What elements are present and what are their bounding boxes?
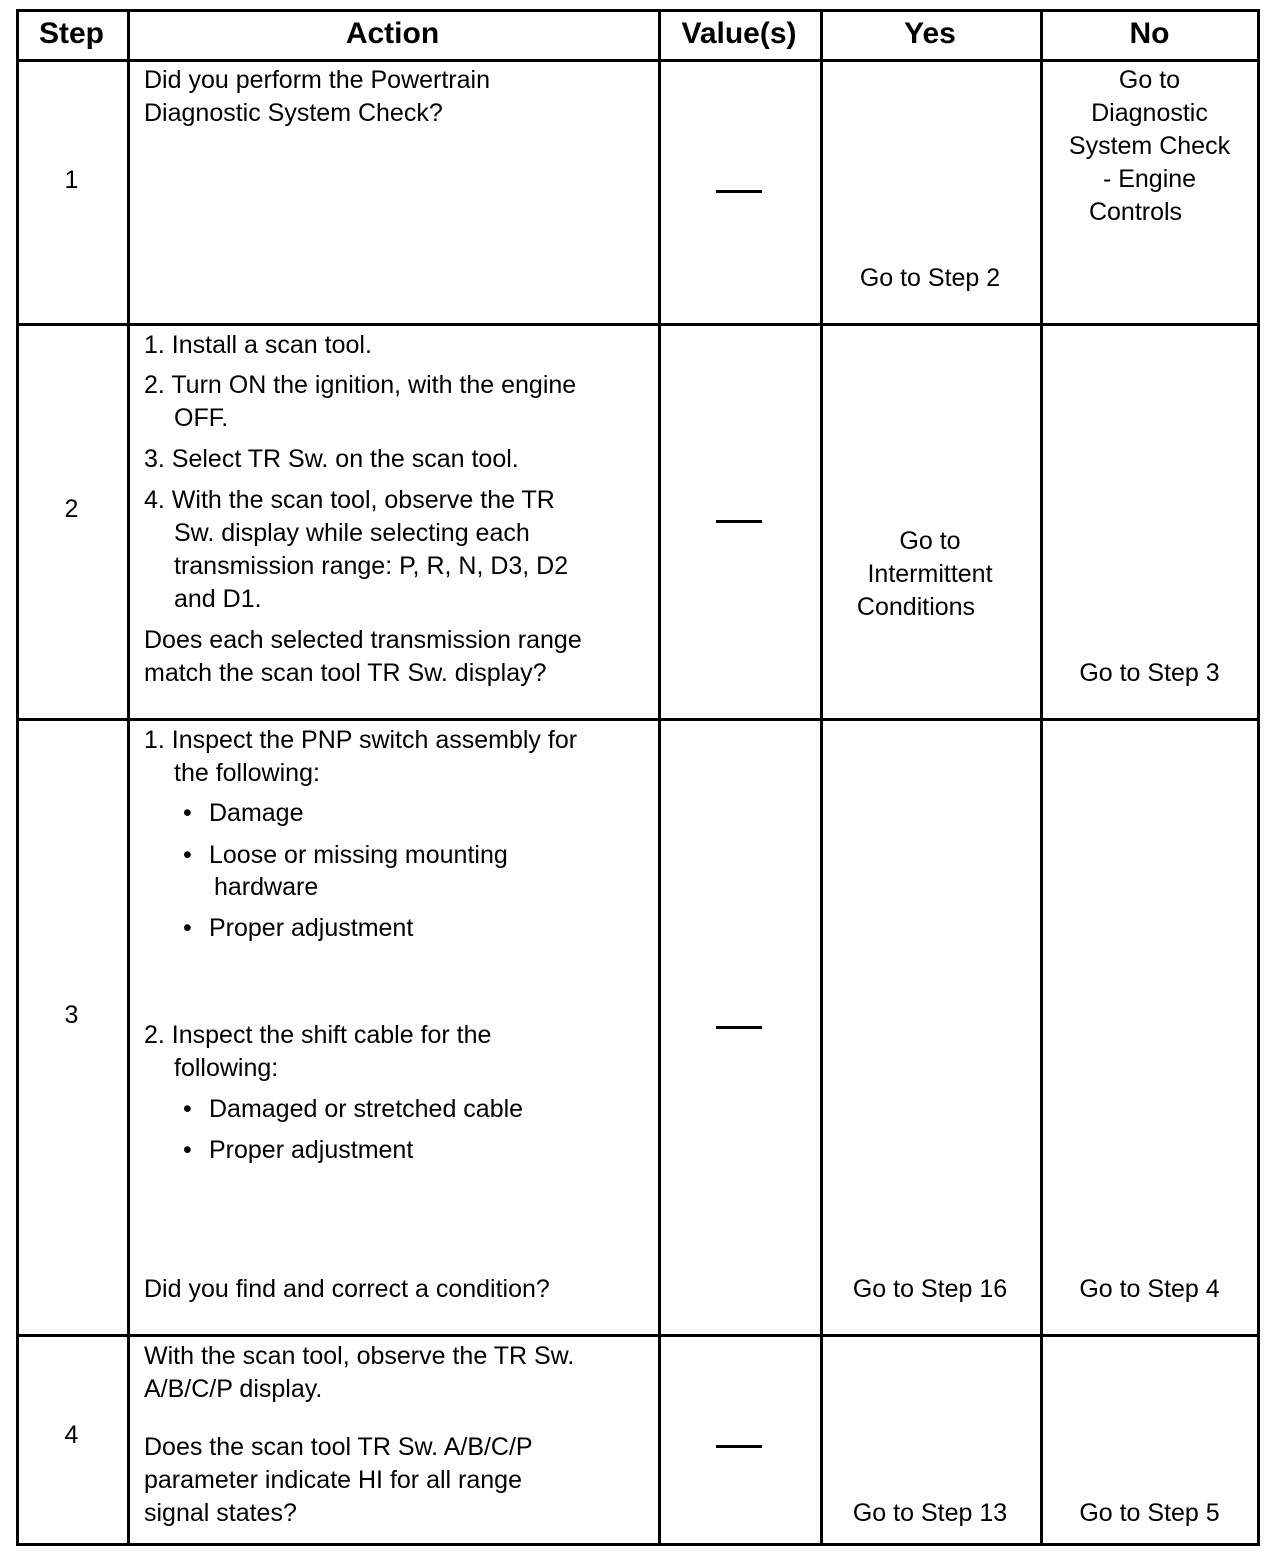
action-text: A/B/C/P display. [144, 1375, 323, 1403]
bullet-item: hardware [214, 873, 319, 901]
bullet-icon: • [183, 799, 192, 827]
bullet-item: Damage [209, 799, 304, 827]
header-step: Step [38, 17, 104, 50]
bullet-icon: • [183, 1136, 192, 1164]
row-divider [19, 323, 1257, 326]
bullet-icon: • [183, 1095, 192, 1123]
value-dash [716, 520, 762, 523]
step-number: 2 [64, 495, 79, 523]
column-divider [820, 12, 823, 1543]
action-item: transmission range: P, R, N, D3, D2 [174, 552, 569, 580]
bullet-item: Proper adjustment [209, 1136, 414, 1164]
yes-link[interactable]: Go to [899, 527, 961, 555]
action-question: Does the scan tool TR Sw. A/B/C/P [144, 1433, 533, 1461]
no-link[interactable]: Controls [1088, 198, 1183, 226]
step-number: 4 [64, 1421, 79, 1449]
step-number: 3 [64, 1001, 79, 1029]
column-divider [127, 12, 130, 1543]
action-question: match the scan tool TR Sw. display? [144, 659, 547, 687]
no-link[interactable]: System Check [1068, 132, 1231, 160]
no-link[interactable]: Diagnostic [1091, 99, 1208, 127]
yes-link[interactable]: Go to Step 16 [852, 1275, 1008, 1303]
action-question: parameter indicate HI for all range [144, 1466, 522, 1494]
yes-link[interactable]: Go to Step 13 [852, 1499, 1008, 1527]
column-divider [658, 12, 661, 1543]
yes-link[interactable]: Go to Step 2 [859, 264, 1001, 292]
bullet-item: Damaged or stretched cable [209, 1095, 524, 1123]
bullet-icon: • [183, 914, 192, 942]
action-item: and D1. [174, 585, 262, 613]
action-item: following: [174, 1054, 279, 1082]
action-item: Sw. display while selecting each [174, 519, 530, 547]
step-number: 1 [64, 166, 79, 194]
no-link[interactable]: Go to Step 5 [1079, 1499, 1220, 1527]
action-item: OFF. [174, 404, 229, 432]
no-link[interactable]: Go to Step 3 [1079, 659, 1220, 687]
bullet-icon: • [183, 841, 192, 869]
column-divider [1040, 12, 1043, 1543]
no-link[interactable]: Go to Step 4 [1079, 1275, 1220, 1303]
no-link[interactable]: - Engine [1102, 165, 1197, 193]
bullet-item: Loose or missing mounting [209, 841, 508, 869]
header-action: Action [345, 17, 440, 50]
value-dash [716, 1445, 762, 1448]
yes-link[interactable]: Intermittent [867, 560, 993, 588]
action-item: 1. Inspect the PNP switch assembly for [144, 726, 578, 754]
action-text: Did you perform the Powertrain [144, 66, 490, 94]
value-dash [716, 1026, 762, 1029]
bullet-item: Proper adjustment [209, 914, 414, 942]
action-question: Did you find and correct a condition? [144, 1275, 550, 1303]
row-divider [19, 59, 1257, 62]
action-item: 4. With the scan tool, observe the TR [144, 486, 555, 514]
action-question: Does each selected transmission range [144, 626, 582, 654]
action-item: 3. Select TR Sw. on the scan tool. [144, 445, 519, 473]
yes-link[interactable]: Conditions [856, 593, 976, 621]
no-link[interactable]: Go to [1118, 66, 1181, 94]
action-item: 2. Turn ON the ignition, with the engine [144, 371, 577, 399]
header-yes: Yes [904, 17, 956, 50]
header-no: No [1129, 17, 1170, 50]
value-dash [716, 190, 762, 193]
action-text: Diagnostic System Check? [144, 99, 443, 127]
row-divider [19, 718, 1257, 721]
action-question: signal states? [144, 1499, 297, 1527]
action-text: With the scan tool, observe the TR Sw. [144, 1342, 575, 1370]
header-values: Value(s) [681, 17, 797, 50]
action-item: 2. Inspect the shift cable for the [144, 1021, 492, 1049]
action-item: 1. Install a scan tool. [144, 331, 372, 359]
row-divider [19, 1334, 1257, 1337]
action-item: the following: [174, 759, 320, 787]
